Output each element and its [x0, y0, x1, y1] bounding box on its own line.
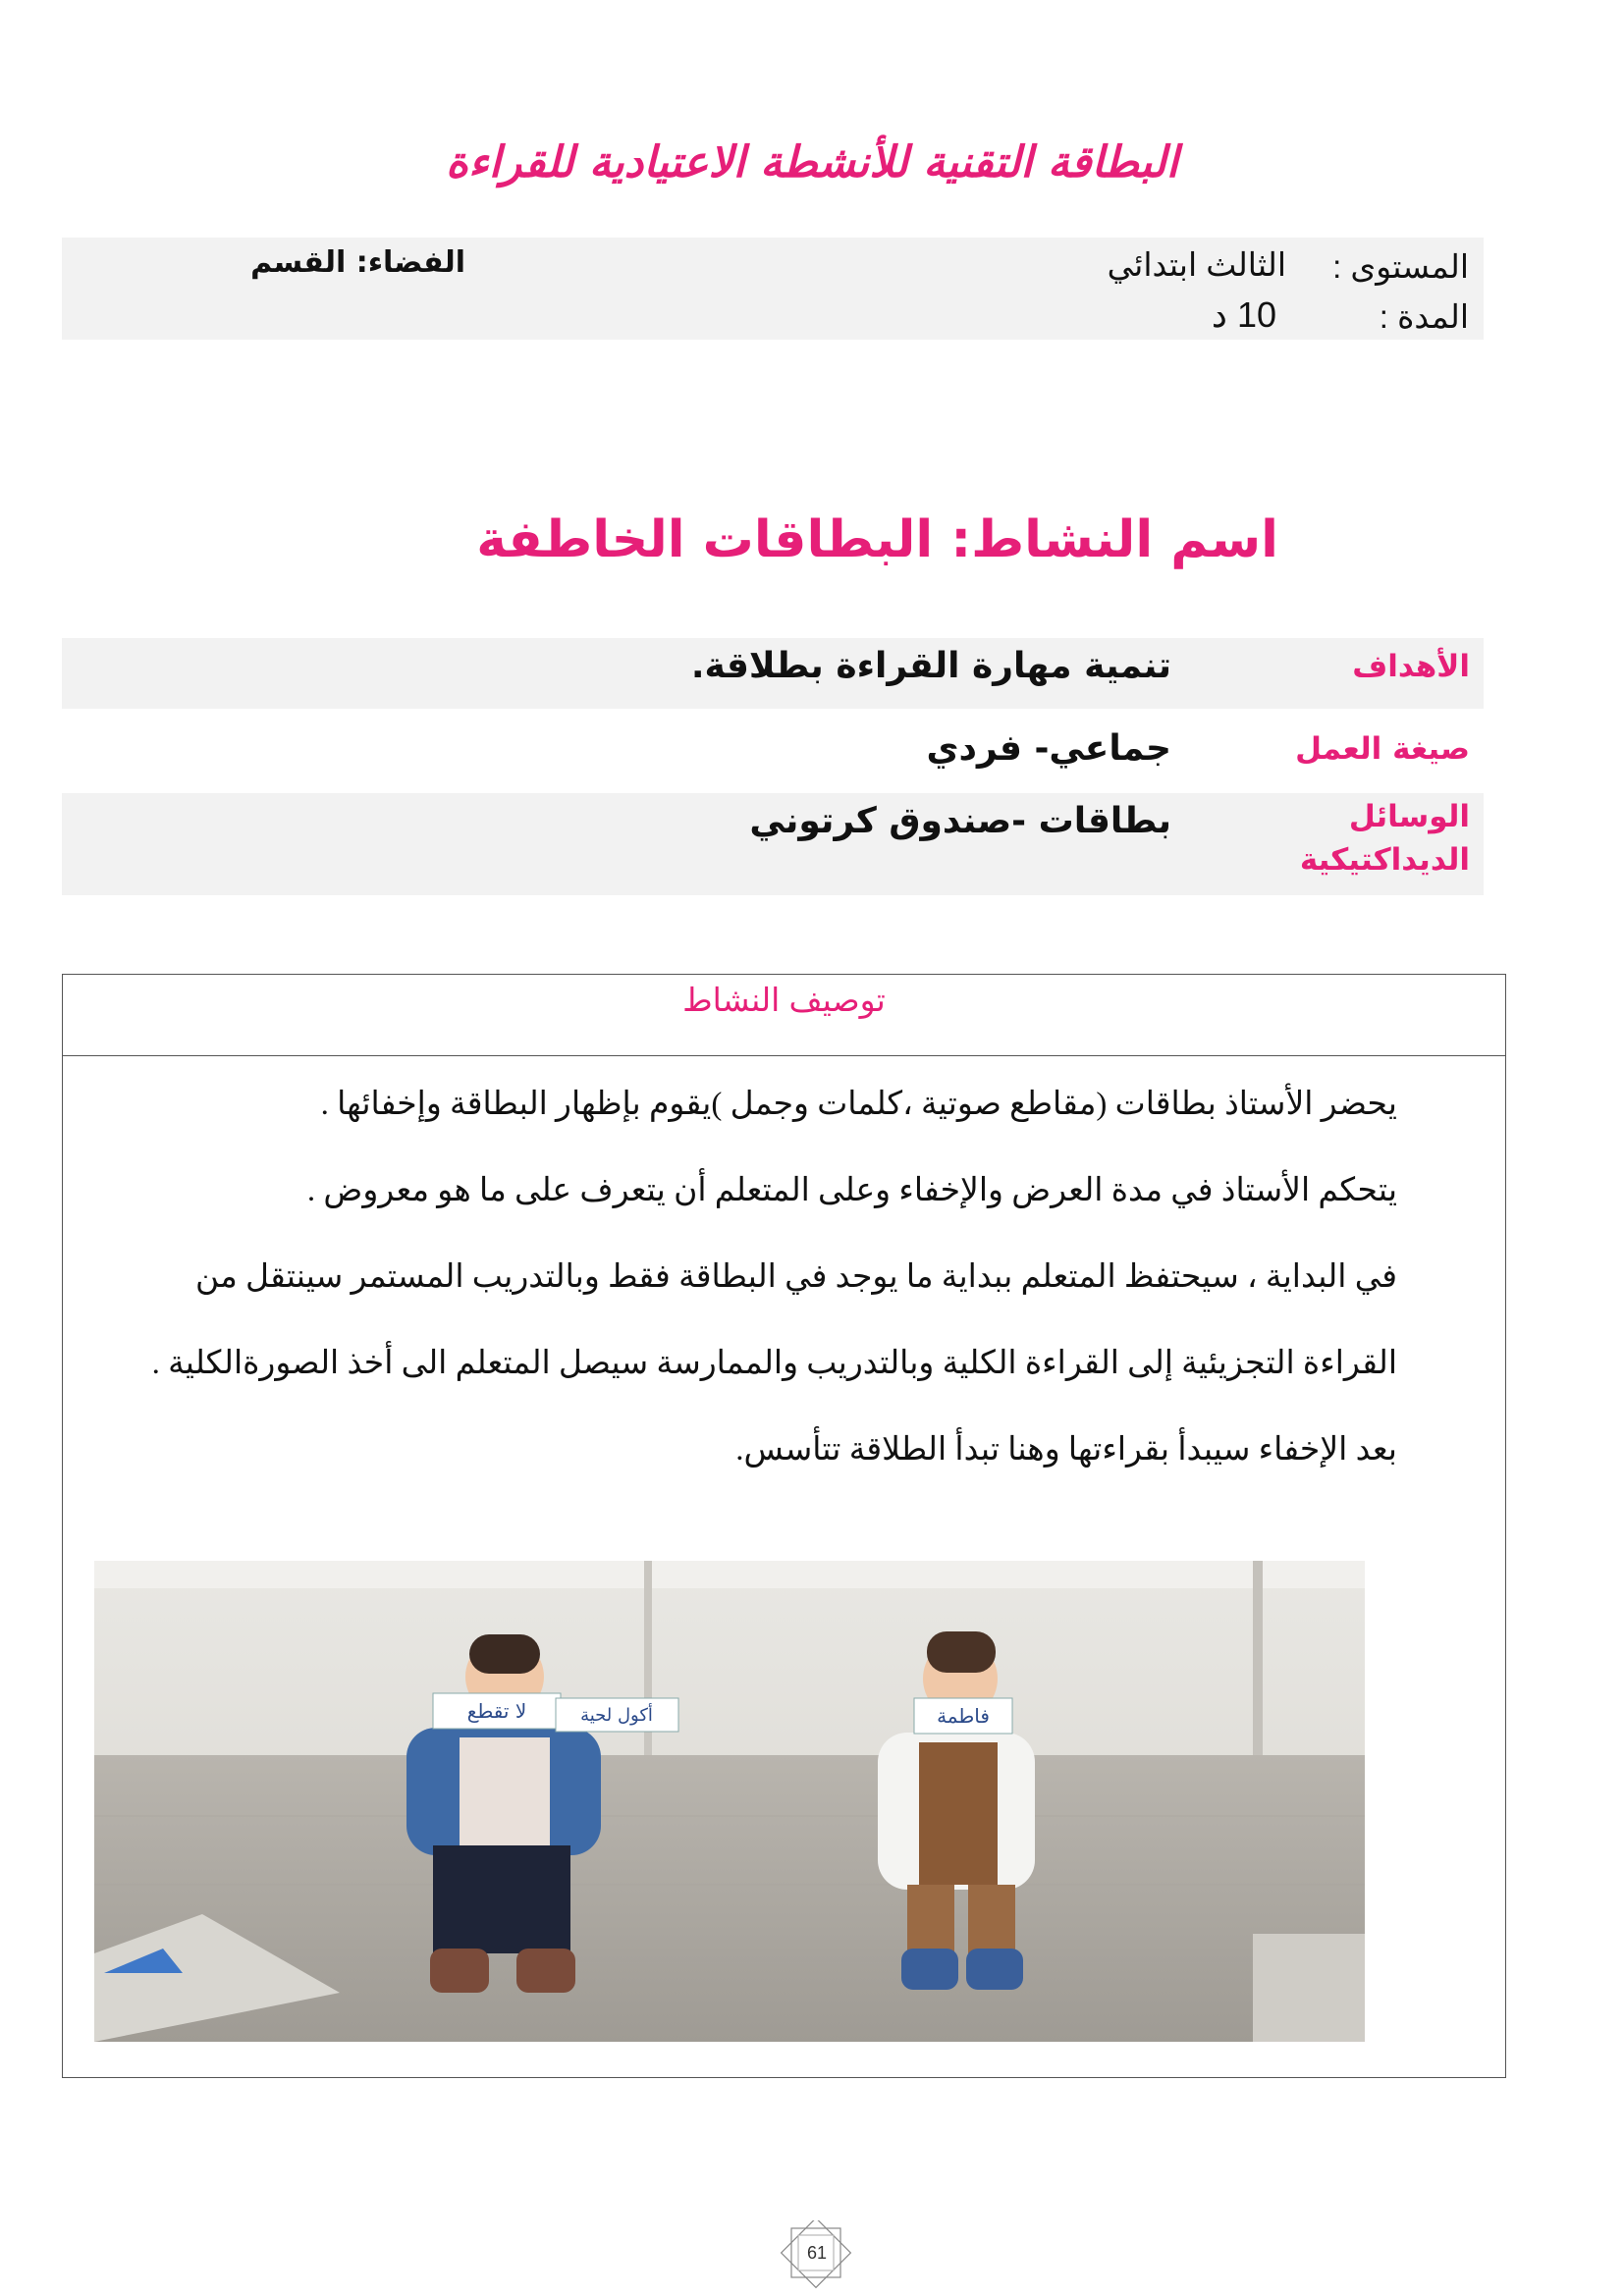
description-line: القراءة التجزيئية إلى القراءة الكلية وبالتدريب والممارسة سيصل المتعلم الى أخذ الصورةالكلية . [151, 1346, 1397, 1381]
description-line: في البداية ، سيحتفظ المتعلم ببداية ما يوجد في البطاقة فقط وبالتدريب المستمر سينتقل من [195, 1259, 1397, 1295]
word-card [433, 1693, 561, 1729]
level-value: الثالث ابتدائي [1107, 246, 1286, 283]
furniture [1253, 1934, 1365, 2042]
description-text [101, 1061, 1397, 1493]
objectives-value: تنمية مهارة القراءة بطلاقة. [690, 646, 1171, 686]
word-card [914, 1698, 1012, 1734]
document-title: البطاقة التقنية للأنشطة الاعتيادية للقراءة [446, 137, 1178, 187]
card-3-text: فاطمة [937, 1704, 990, 1728]
classroom-photo [94, 1561, 1365, 2042]
work-form-label: صيغة العمل [1295, 731, 1470, 767]
description-line: بعد الإخفاء سيبدأ بقراءتها وهنا تبدأ الطلاقة تتأسس. [735, 1432, 1397, 1468]
card-1-text: لا تقطع [466, 1699, 527, 1723]
window-frame [1253, 1561, 1263, 1757]
word-card [556, 1698, 678, 1732]
description-line: يحضر الأستاذ بطاقات (مقاطع صوتية ،كلمات وجمل )يقوم بإظهار البطاقة وإخفائها . [320, 1087, 1397, 1122]
details-row-objectives [62, 638, 1484, 709]
description-heading: توصيف النشاط [63, 975, 1505, 1056]
description-line: يتحكم الأستاذ في مدة العرض والإخفاء وعلى المتعلم أن يتعرف على ما هو معروض . [306, 1173, 1397, 1208]
duration-label: المدة : [1379, 298, 1469, 335]
details-table [62, 638, 1484, 907]
details-row-tools [62, 793, 1484, 895]
activity-name: اسم النشاط: البطاقات الخاطفة [476, 510, 1278, 569]
tools-value: بطاقات -صندوق كرتوني [749, 801, 1171, 841]
tools-label-line1: الوسائل [1348, 799, 1470, 834]
tools-label-line2: الديداكتيكية [1299, 842, 1470, 878]
card-2-text: أكول لحية [580, 1705, 653, 1726]
tools-label [1264, 795, 1470, 881]
level-label: المستوى : [1332, 248, 1469, 285]
work-form-value: جماعي- فردي [926, 728, 1171, 769]
duration-value: 10 د [1211, 294, 1276, 335]
details-row-work-form [62, 721, 1484, 781]
ceiling-strip [94, 1561, 1365, 1588]
page-number: 61 [806, 2243, 828, 2263]
page-number-ornament [772, 2220, 860, 2289]
space-value: الفضاء: القسم [250, 245, 465, 280]
objectives-label: الأهداف [1352, 649, 1470, 684]
